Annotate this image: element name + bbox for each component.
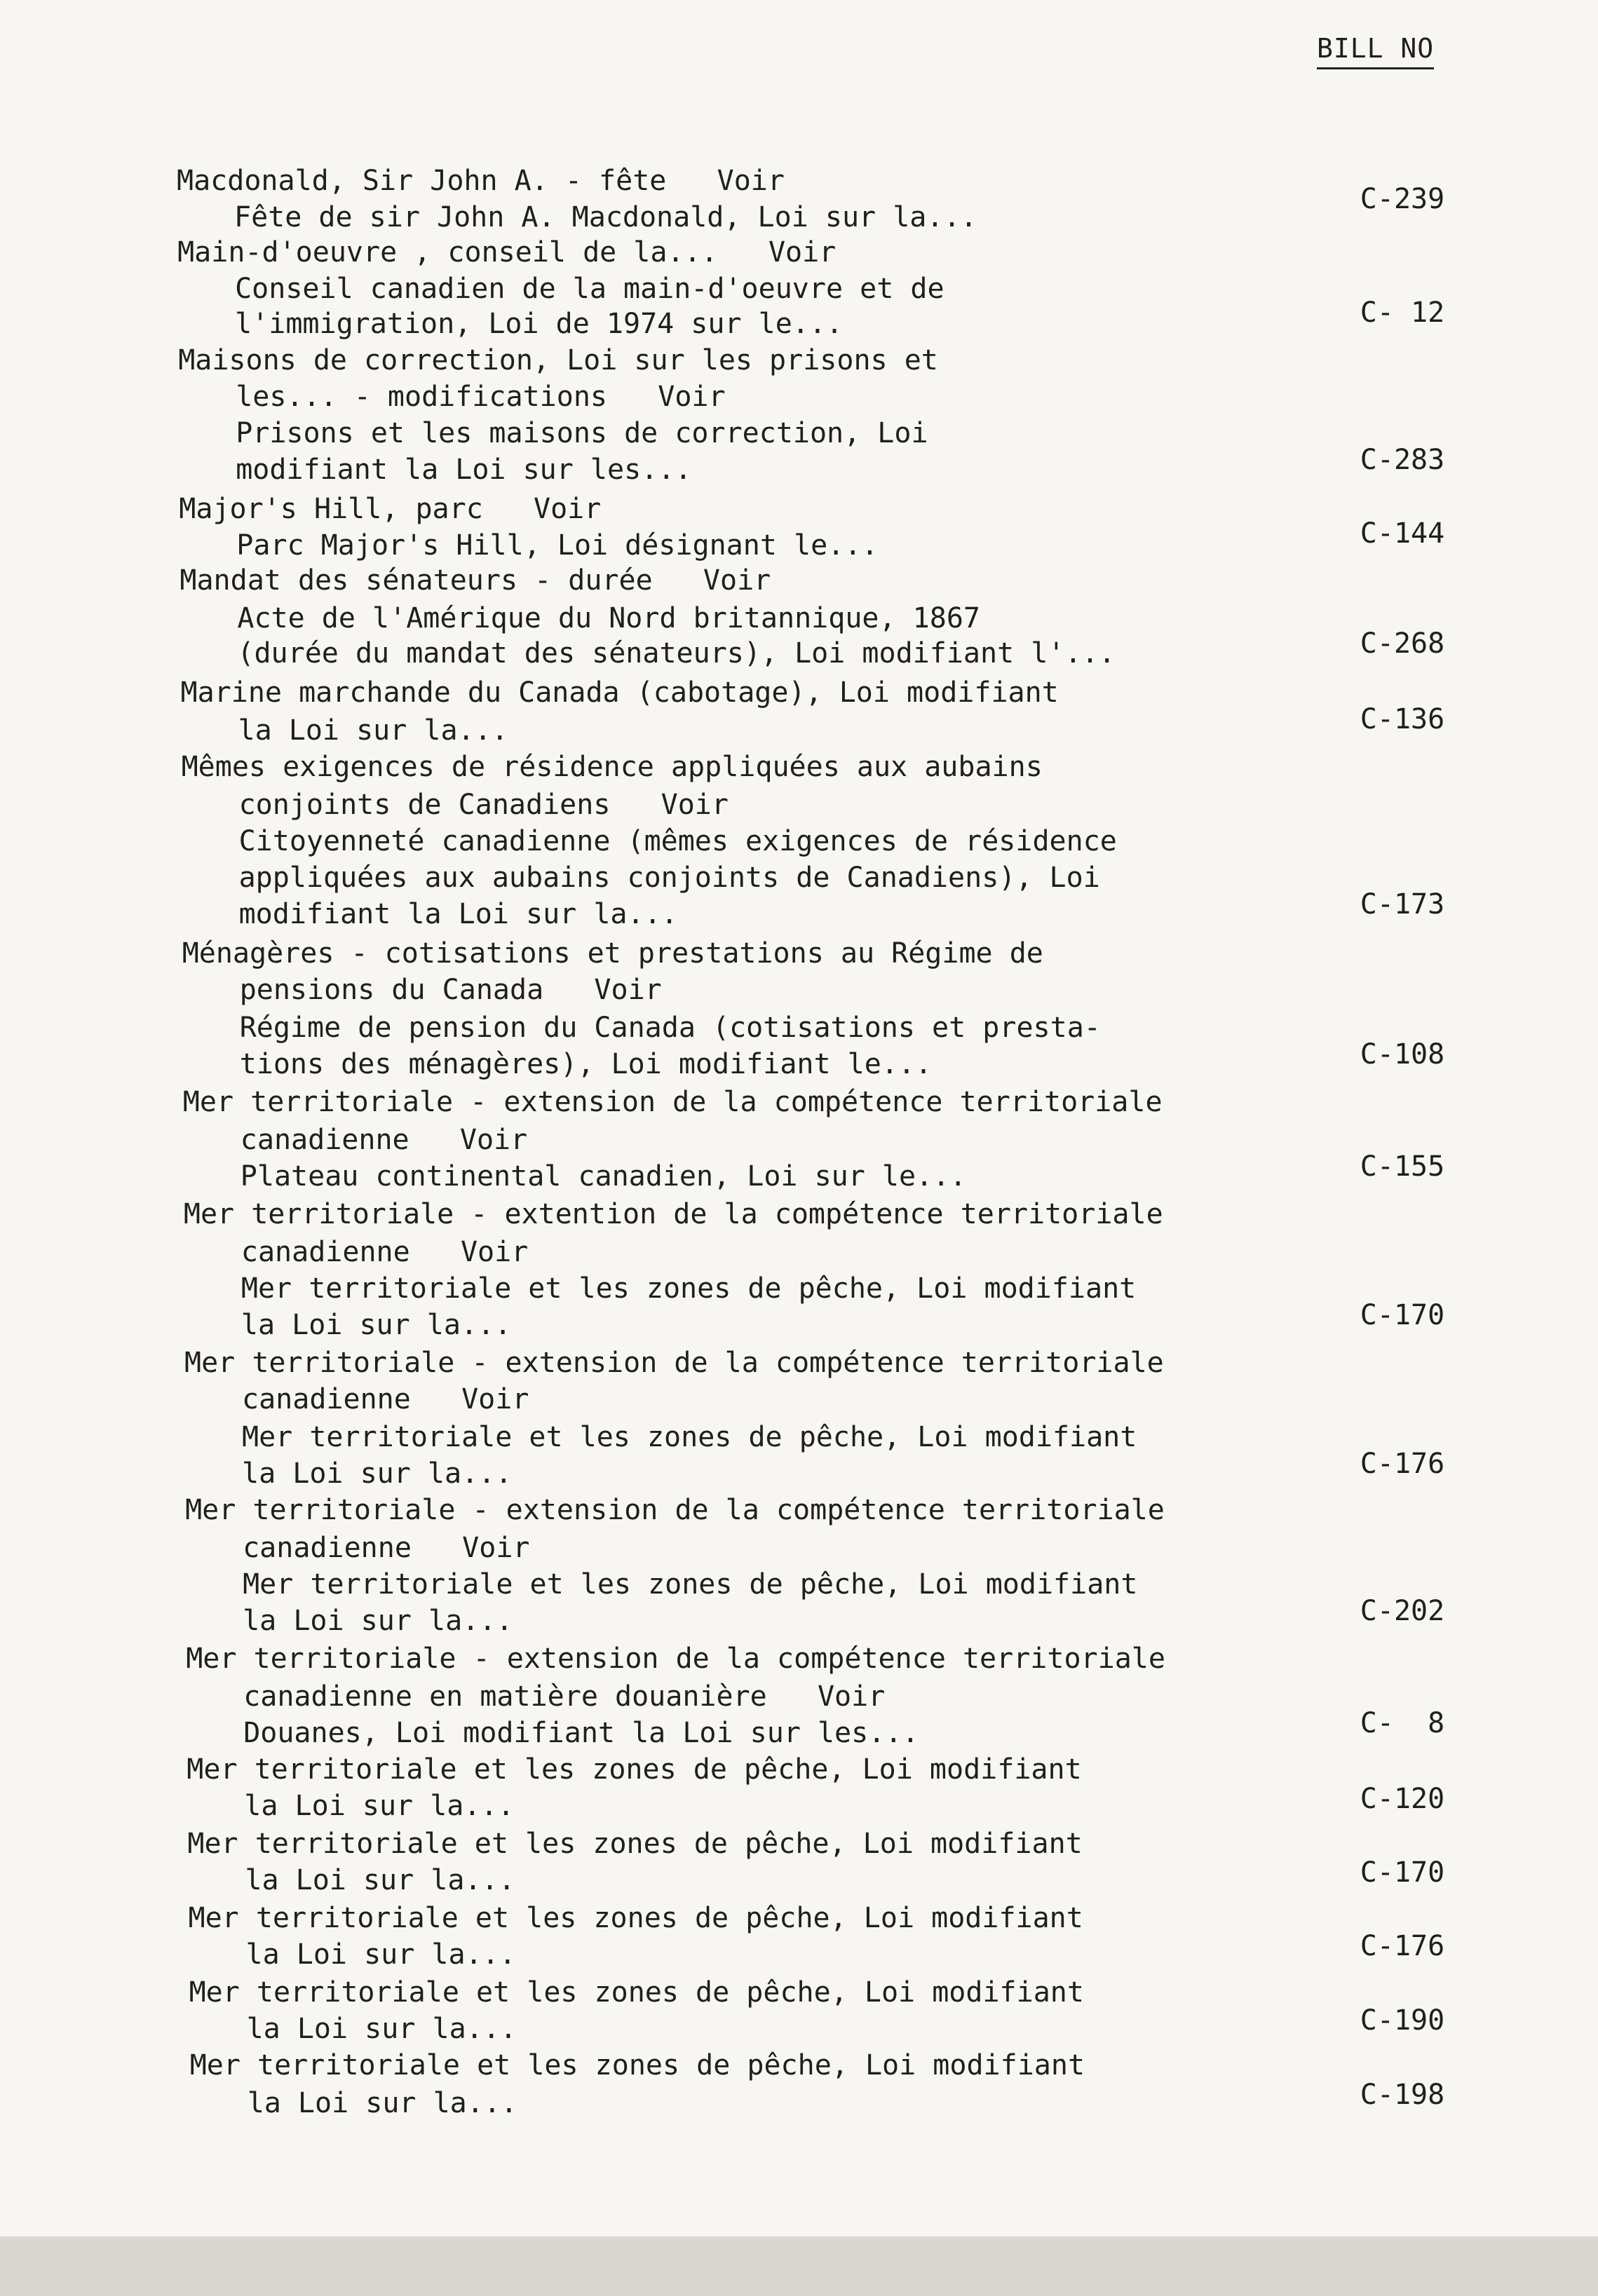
entry-heading: Mer territoriale - extension de la compétence territoriale [184,1347,1164,1379]
entry-line: Fête de sir John A. Macdonald, Loi sur la... [234,201,977,233]
bill-number: C- 8 [1360,1707,1445,1739]
entry-line: la Loi sur la... [243,1605,513,1637]
entry-heading: Mer territoriale - extension de la compétence territoriale [185,1494,1165,1526]
entry-line: la Loi sur la... [244,1790,515,1822]
entry-heading: Mer territoriale - extension de la compétence territoriale [186,1643,1165,1675]
bill-number: C-144 [1360,517,1445,550]
bill-number: C-239 [1360,183,1445,215]
entry-line: Prisons et les maisons de correction, Loi [236,417,928,449]
entry-line: conjoints de Canadiens Voir [238,789,729,821]
bill-number: C-202 [1360,1595,1445,1627]
entry-line: Mer territoriale et les zones de pêche, Loi modifiant [243,1568,1138,1601]
entry-line: tions des ménagères), Loi modifiant le... [239,1048,933,1080]
entry-line: canadienne en matière douanière Voir [243,1680,886,1713]
entry-line: canadienne Voir [240,1124,528,1156]
entry-heading: Mandat des sénateurs - durée Voir [180,564,771,597]
bill-number: C-108 [1360,1038,1445,1071]
bill-no-header: BILL NO [1317,31,1434,69]
entry-line: l'immigration, Loi de 1974 sur le... [235,308,844,340]
entry-line: Plateau continental canadien, Loi sur le... [240,1160,967,1193]
entry-line: Conseil canadien de la main-d'oeuvre et de [235,273,944,305]
entry-line: modifiant la Loi sur les... [236,454,692,486]
entry-heading: Mer territoriale et les zones de pêche, Loi modifiant [189,2049,1085,2081]
bill-number: C-283 [1360,444,1445,476]
bill-number: C-155 [1360,1150,1445,1183]
bill-number: C- 12 [1360,297,1445,329]
entry-heading: Mer territoriale et les zones de pêche, Loi modifiant [188,1902,1083,1934]
entry-line: la Loi sur la... [238,714,508,747]
entry-heading: Marine marchande du Canada (cabotage), Loi modifiant [180,677,1059,709]
entry-line: la Loi sur la... [245,1864,515,1896]
entry-heading: Mêmes exigences de résidence appliquées aux aubains [181,751,1043,783]
entry-line: canadienne Voir [243,1532,530,1564]
entry-line: la Loi sur la... [242,1458,513,1490]
entry-heading: Major's Hill, parc Voir [179,493,602,525]
entry-line: Mer territoriale et les zones de pêche, Loi modifiant [241,1272,1137,1305]
entry-line: Mer territoriale et les zones de pêche, Loi modifiant [242,1421,1137,1453]
entry-heading: Mer territoriale et les zones de pêche, Loi modifiant [187,1753,1082,1786]
entry-line: Parc Major's Hill, Loi désignant le... [236,529,879,562]
entry-line: la Loi sur la... [246,2013,517,2045]
entry-line: canadienne Voir [242,1383,529,1415]
bill-number: C-198 [1360,2079,1445,2111]
bill-number: C-190 [1360,2004,1445,2037]
bill-number: C-136 [1360,703,1445,735]
entry-line: (durée du mandat des sénateurs), Loi modifiant l'... [237,637,1116,670]
entry-line: la Loi sur la... [241,1309,512,1341]
bill-number: C-268 [1360,627,1445,660]
entry-line: la Loi sur la... [247,2087,517,2119]
entry-heading: Main-d'oeuvre , conseil de la... Voir [177,236,837,269]
entry-line: Douanes, Loi modifiant la Loi sur les... [243,1717,919,1749]
bill-number: C-173 [1360,888,1445,921]
bill-number: C-170 [1360,1856,1445,1889]
entry-heading: Ménagères - cotisations et prestations au Régime de [182,937,1043,970]
entry-heading: Mer territoriale - extention de la compétence territoriale [183,1198,1163,1230]
entry-line: appliquées aux aubains conjoints de Canadiens), Loi [238,862,1100,894]
entry-line: pensions du Canada Voir [239,974,662,1006]
bill-number: C-120 [1360,1783,1445,1815]
scan-bottom-edge [0,2236,1598,2296]
bill-number: C-176 [1360,1930,1445,1962]
entry-heading: Maisons de correction, Loi sur les prisons et [178,344,938,376]
entry-heading: Mer territoriale et les zones de pêche, Loi modifiant [189,1976,1084,2009]
entry-line: la Loi sur la... [245,1938,516,1971]
entry-heading: Mer territoriale - extension de la compétence territoriale [182,1086,1163,1118]
entry-heading: Macdonald, Sir John A. - fête Voir [177,165,785,197]
entry-heading: Mer territoriale et les zones de pêche, Loi modifiant [187,1828,1083,1860]
bill-number: C-170 [1360,1299,1445,1331]
entry-line: les... - modifications Voir [236,381,726,413]
entry-line: Citoyenneté canadienne (mêmes exigences de résidence [238,825,1117,857]
entry-line: Régime de pension du Canada (cotisations et presta- [239,1012,1101,1044]
entry-line: canadienne Voir [241,1236,529,1268]
bill-number: C-176 [1360,1448,1445,1480]
entry-line: Acte de l'Amérique du Nord britannique, 1867 [237,602,980,634]
entry-line: modifiant la Loi sur la... [238,898,678,930]
